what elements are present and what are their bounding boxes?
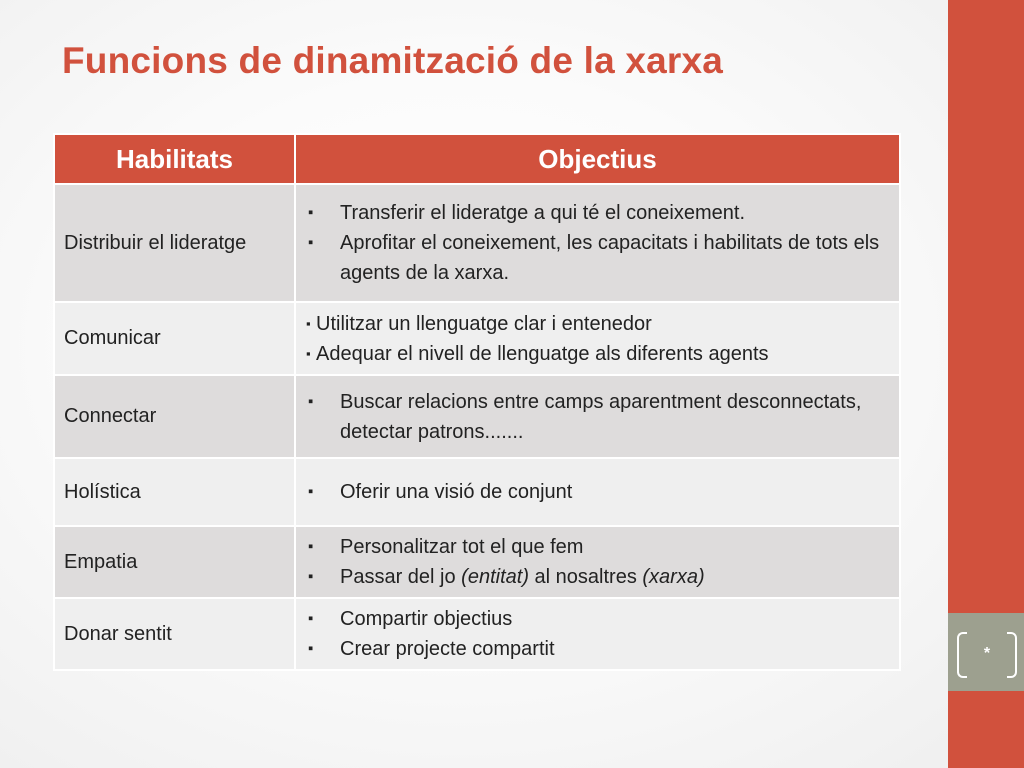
list-item bbox=[306, 562, 889, 592]
goals-cell bbox=[295, 598, 900, 670]
list-item: ▪ Adequar el nivell de llenguatge als diferents agents bbox=[306, 339, 889, 369]
goals-cell bbox=[295, 458, 900, 526]
table-row bbox=[54, 375, 900, 458]
skill-cell: Distribuir el lideratge bbox=[54, 184, 295, 302]
list-item: ▪ Buscar relacions entre camps aparentment desconnectats, detectar patrons....... bbox=[306, 387, 889, 447]
list-item: ▪ Personalitzar tot el que fem bbox=[306, 532, 889, 562]
bracket-left-icon bbox=[957, 632, 967, 678]
goals-list bbox=[306, 198, 889, 288]
page-number bbox=[957, 632, 1017, 676]
list-item: ▪ Compartir objectius bbox=[306, 604, 889, 634]
goal-text-italic: (xarxa) bbox=[642, 566, 705, 588]
skill-cell: Holística bbox=[54, 458, 295, 526]
slide-title: Funcions de dinamització de la xarxa bbox=[62, 40, 724, 81]
skill-cell: Connectar bbox=[54, 375, 295, 458]
goals-cell bbox=[295, 184, 900, 302]
skill-cell: Comunicar bbox=[54, 302, 295, 375]
list-item: ▪ Aprofitar el coneixement, les capacitats i habilitats de tots els agents de la xarxa. bbox=[306, 228, 889, 288]
skills-table bbox=[53, 133, 901, 671]
goal-text-italic: (entitat) bbox=[461, 566, 529, 588]
list-item: ▪ Crear projecte compartit bbox=[306, 634, 889, 664]
header-habilitats: Habilitats bbox=[54, 134, 295, 184]
goals-list bbox=[306, 604, 889, 664]
list-item: ▪ Oferir una visió de conjunt bbox=[306, 477, 889, 507]
list-item: ▪ Utilitzar un llenguatge clar i entenedor bbox=[306, 309, 889, 339]
header-objectius: Objectius bbox=[295, 134, 900, 184]
table-row bbox=[54, 184, 900, 302]
skill-cell: Donar sentit bbox=[54, 598, 295, 670]
goals-list bbox=[306, 532, 889, 592]
table-row bbox=[54, 458, 900, 526]
table-row bbox=[54, 598, 900, 670]
goals-list bbox=[306, 387, 889, 447]
page-number-label: * bbox=[983, 645, 991, 662]
goals-cell bbox=[295, 375, 900, 458]
table-row bbox=[54, 302, 900, 375]
goals-cell bbox=[295, 526, 900, 598]
list-item: ▪ Transferir el lideratge a qui té el coneixement. bbox=[306, 198, 889, 228]
goal-text: Passar del jo bbox=[340, 566, 462, 588]
goals-list bbox=[306, 309, 889, 369]
goal-text: al nosaltres bbox=[528, 566, 643, 588]
skill-cell: Empatia bbox=[54, 526, 295, 598]
bracket-right-icon bbox=[1007, 632, 1017, 678]
table-header-row bbox=[54, 134, 900, 184]
table-row bbox=[54, 526, 900, 598]
goals-cell bbox=[295, 302, 900, 375]
goals-list bbox=[306, 477, 889, 507]
